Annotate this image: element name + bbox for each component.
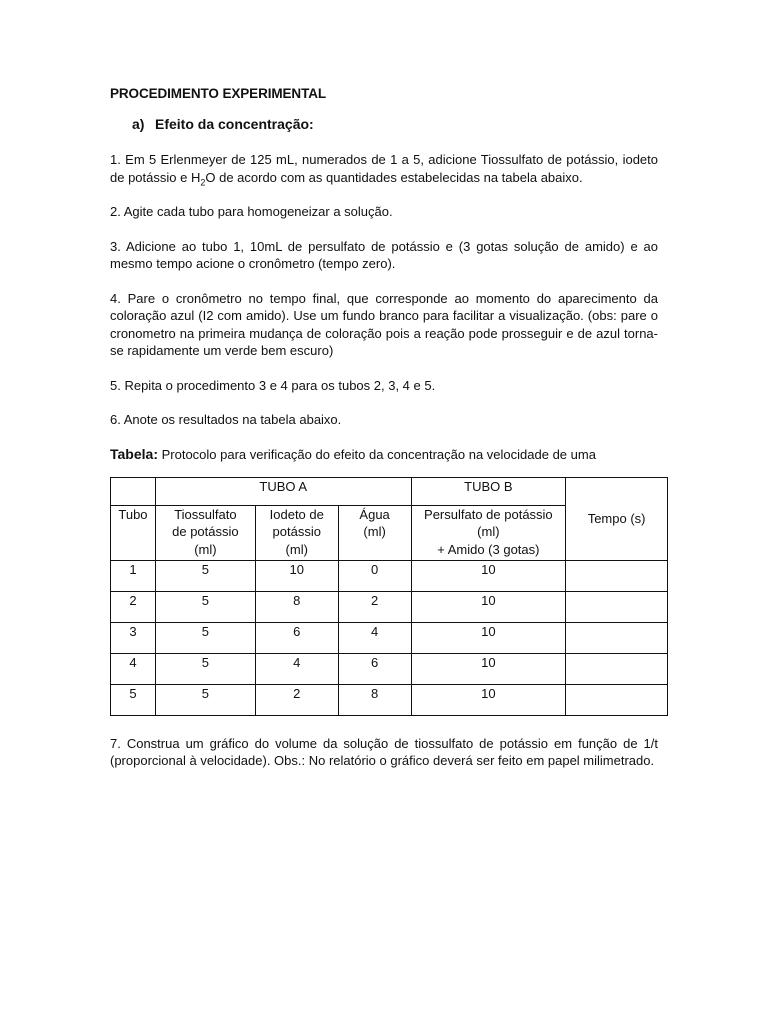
header-tiossulfato xyxy=(155,505,255,560)
header-tempo: Tempo (s) xyxy=(566,477,668,560)
cell-tiossulfato: 5 xyxy=(155,591,255,622)
concentration-table xyxy=(110,477,668,716)
caption-text: Protocolo para verificação do efeito da concentração na velocidade de uma xyxy=(157,446,596,462)
step-1-text-end: O de acordo com as quantidades estabelecidas na tabela abaixo. xyxy=(205,169,583,185)
table-row xyxy=(111,591,668,622)
section-label: Efeito da concentração: xyxy=(155,116,314,132)
cell-persulfato: 10 xyxy=(411,622,566,653)
header-agua xyxy=(338,505,411,560)
cell-tempo[interactable] xyxy=(566,591,668,622)
cell-persulfato: 10 xyxy=(411,653,566,684)
header-agua-line: Água xyxy=(359,506,390,522)
header-tubo: Tubo xyxy=(111,505,156,560)
header-tiossulfato-line: Tiossulfato xyxy=(174,506,237,522)
table-row xyxy=(111,622,668,653)
cell-agua: 8 xyxy=(338,684,411,715)
cell-tiossulfato: 5 xyxy=(155,684,255,715)
cell-persulfato: 10 xyxy=(411,684,566,715)
cell-tubo: 1 xyxy=(111,560,156,591)
section-marker: a) xyxy=(132,116,145,132)
header-iodeto xyxy=(255,505,338,560)
cell-tiossulfato: 5 xyxy=(155,560,255,591)
step-3: 3. Adicione ao tubo 1, 10mL de persulfato de potássio e (3 gotas solução de amido) e ao mesmo tempo acione o cronômetro (tempo zero). xyxy=(110,238,658,271)
header-iodeto-line: potássio xyxy=(272,524,321,539)
cell-persulfato: 10 xyxy=(411,560,566,591)
cell-tempo[interactable] xyxy=(566,560,668,591)
cell-tempo[interactable] xyxy=(566,653,668,684)
table-row xyxy=(111,684,668,715)
cell-iodeto: 8 xyxy=(255,591,338,622)
step-2: 2. Agite cada tubo para homogeneizar a solução. xyxy=(110,204,393,219)
header-iodeto-line: (ml) xyxy=(285,541,308,557)
caption-label: Tabela: xyxy=(110,445,158,462)
cell-persulfato: 10 xyxy=(411,591,566,622)
step-7: 7. Construa um gráfico do volume da solução de tiossulfato de potássio em função de 1/t (proporcional à velocidade). Obs.: No relatório o gráfico deverá ser feito em papel milimetrado. xyxy=(110,735,658,768)
table-row xyxy=(111,653,668,684)
cell-tubo: 2 xyxy=(111,591,156,622)
cell-tubo: 3 xyxy=(111,622,156,653)
cell-agua: 6 xyxy=(338,653,411,684)
cell-agua: 0 xyxy=(338,560,411,591)
header-persulfato-line: (ml) xyxy=(477,524,500,539)
page-title: PROCEDIMENTO EXPERIMENTAL xyxy=(110,86,327,101)
header-tiossulfato-line: de potássio xyxy=(172,524,239,539)
cell-tiossulfato: 5 xyxy=(155,653,255,684)
step-1 xyxy=(110,151,658,186)
empty-header-cell xyxy=(111,477,156,505)
cell-tubo: 4 xyxy=(111,653,156,684)
step-5: 5. Repita o procedimento 3 e 4 para os tubos 2, 3, 4 e 5. xyxy=(110,377,436,393)
step-6: 6. Anote os resultados na tabela abaixo. xyxy=(110,412,342,427)
cell-tiossulfato: 5 xyxy=(155,622,255,653)
header-persulfato-line: + Amido (3 gotas) xyxy=(437,541,540,557)
header-tiossulfato-line: (ml) xyxy=(194,541,217,557)
table-row xyxy=(111,560,668,591)
header-agua-line: (ml) xyxy=(363,524,386,539)
cell-iodeto: 4 xyxy=(255,653,338,684)
step-1-subscript: 2 xyxy=(200,177,206,188)
cell-agua: 2 xyxy=(338,591,411,622)
cell-iodeto: 6 xyxy=(255,622,338,653)
header-iodeto-line: Iodeto de xyxy=(269,506,324,522)
step-4: 4. Pare o cronômetro no tempo final, que corresponde ao momento do aparecimento da coloração azul (I2 com amido). Use um fundo branco para facilitar a visualização. (obs: pare o cronometro na primeira mudança de coloração pois a reação pode prosseguir e de azul torna-se rapidamente um verde bem escuro) xyxy=(110,290,658,358)
cell-tempo[interactable] xyxy=(566,684,668,715)
cell-iodeto: 2 xyxy=(255,684,338,715)
table-caption xyxy=(110,446,658,462)
group-header-tubo-b: TUBO B xyxy=(411,477,566,505)
header-persulfato xyxy=(411,505,566,560)
section-heading xyxy=(132,116,658,132)
cell-iodeto: 10 xyxy=(255,560,338,591)
group-header-tubo-a: TUBO A xyxy=(155,477,411,505)
document-page xyxy=(110,86,658,787)
table-group-header-row xyxy=(111,477,668,505)
step-1-text-start: 1. Em 5 Erlenmeyer de 125 mL, numerados de 1 a 5, adicione Tiossulfato de potássio, iodeto de potássio e H xyxy=(110,152,658,185)
cell-tubo: 5 xyxy=(111,684,156,715)
header-persulfato-line: Persulfato de potássio xyxy=(424,506,553,522)
cell-agua: 4 xyxy=(338,622,411,653)
cell-tempo[interactable] xyxy=(566,622,668,653)
